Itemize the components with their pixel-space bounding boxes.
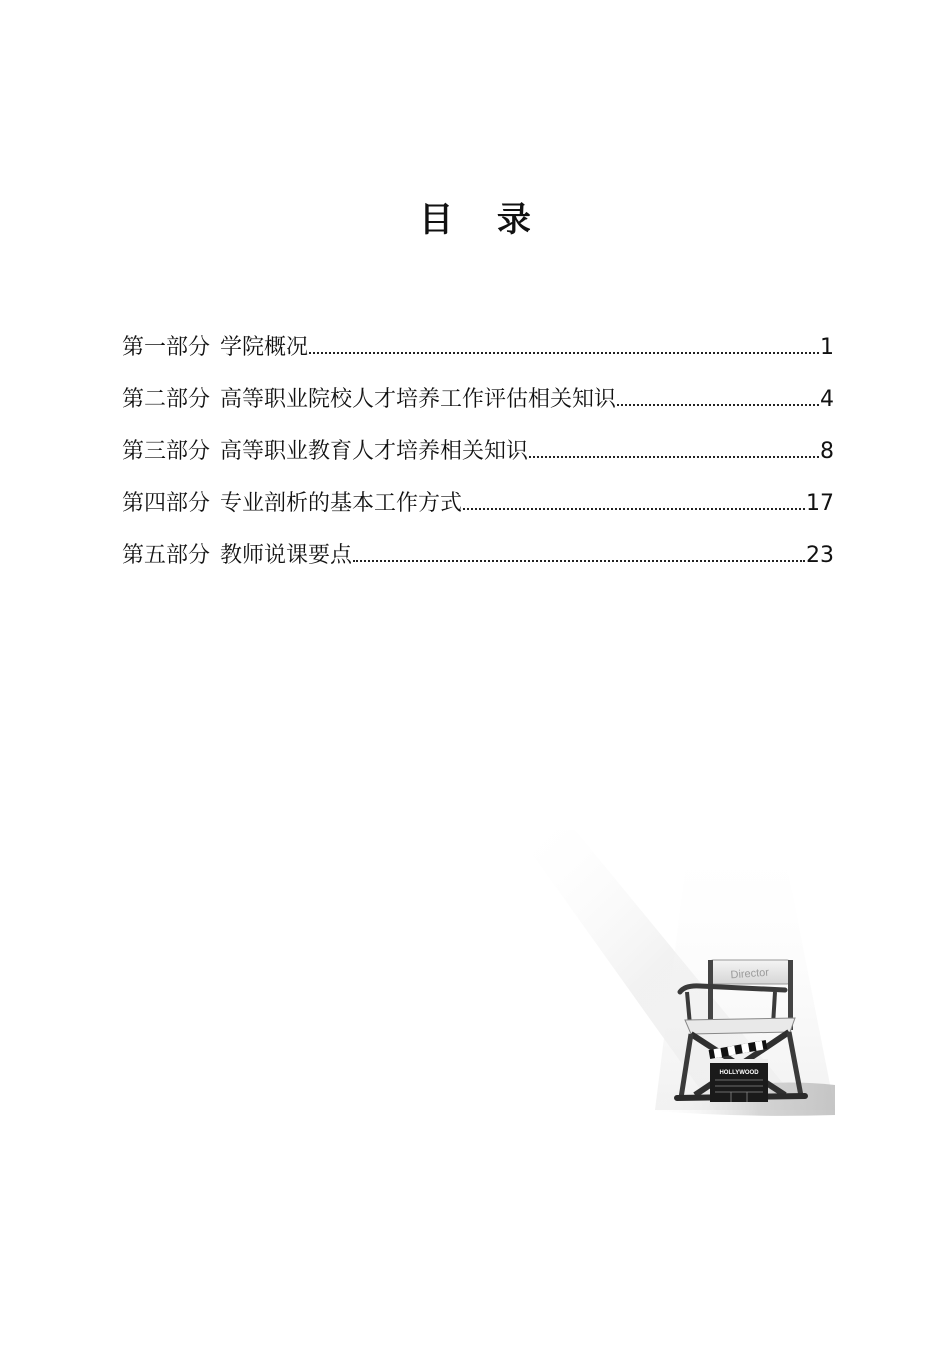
toc-page-number: 1 [820, 335, 834, 360]
chair-back-label: Director [730, 966, 770, 982]
toc-part-label: 第五部分 [122, 543, 211, 568]
toc-title: 教师说课要点 [220, 543, 353, 568]
toc-part-label: 第三部分 [122, 439, 211, 464]
toc-part-label: 第一部分 [122, 335, 211, 360]
toc-entry[interactable] [122, 538, 834, 590]
toc-title: 学院概况 [220, 335, 309, 360]
toc-page-number: 17 [806, 491, 834, 516]
toc-entry[interactable] [122, 382, 834, 434]
toc-page-number: 8 [820, 439, 834, 464]
director-chair-illustration [505, 820, 845, 1120]
toc-page-number: 4 [820, 387, 834, 412]
toc-entry[interactable] [122, 330, 834, 382]
page-title: 目 录 [419, 200, 547, 240]
clapperboard-label: HOLLYWOOD [719, 1070, 759, 1076]
toc-entry[interactable] [122, 486, 834, 538]
dot-leader [353, 559, 805, 562]
toc-page-number: 23 [806, 543, 834, 568]
toc-part-label: 第四部分 [122, 491, 211, 516]
toc-title: 高等职业院校人才培养工作评估相关知识 [220, 387, 617, 412]
toc-entry[interactable] [122, 434, 834, 486]
dot-leader [309, 351, 819, 354]
toc-part-label: 第二部分 [122, 387, 211, 412]
dot-leader [617, 403, 819, 406]
dot-leader [463, 507, 805, 510]
clapperboard [709, 1040, 768, 1102]
toc-title: 高等职业教育人才培养相关知识 [220, 439, 529, 464]
dot-leader [529, 455, 819, 458]
table-of-contents [122, 330, 834, 590]
toc-title: 专业剖析的基本工作方式 [220, 491, 463, 516]
